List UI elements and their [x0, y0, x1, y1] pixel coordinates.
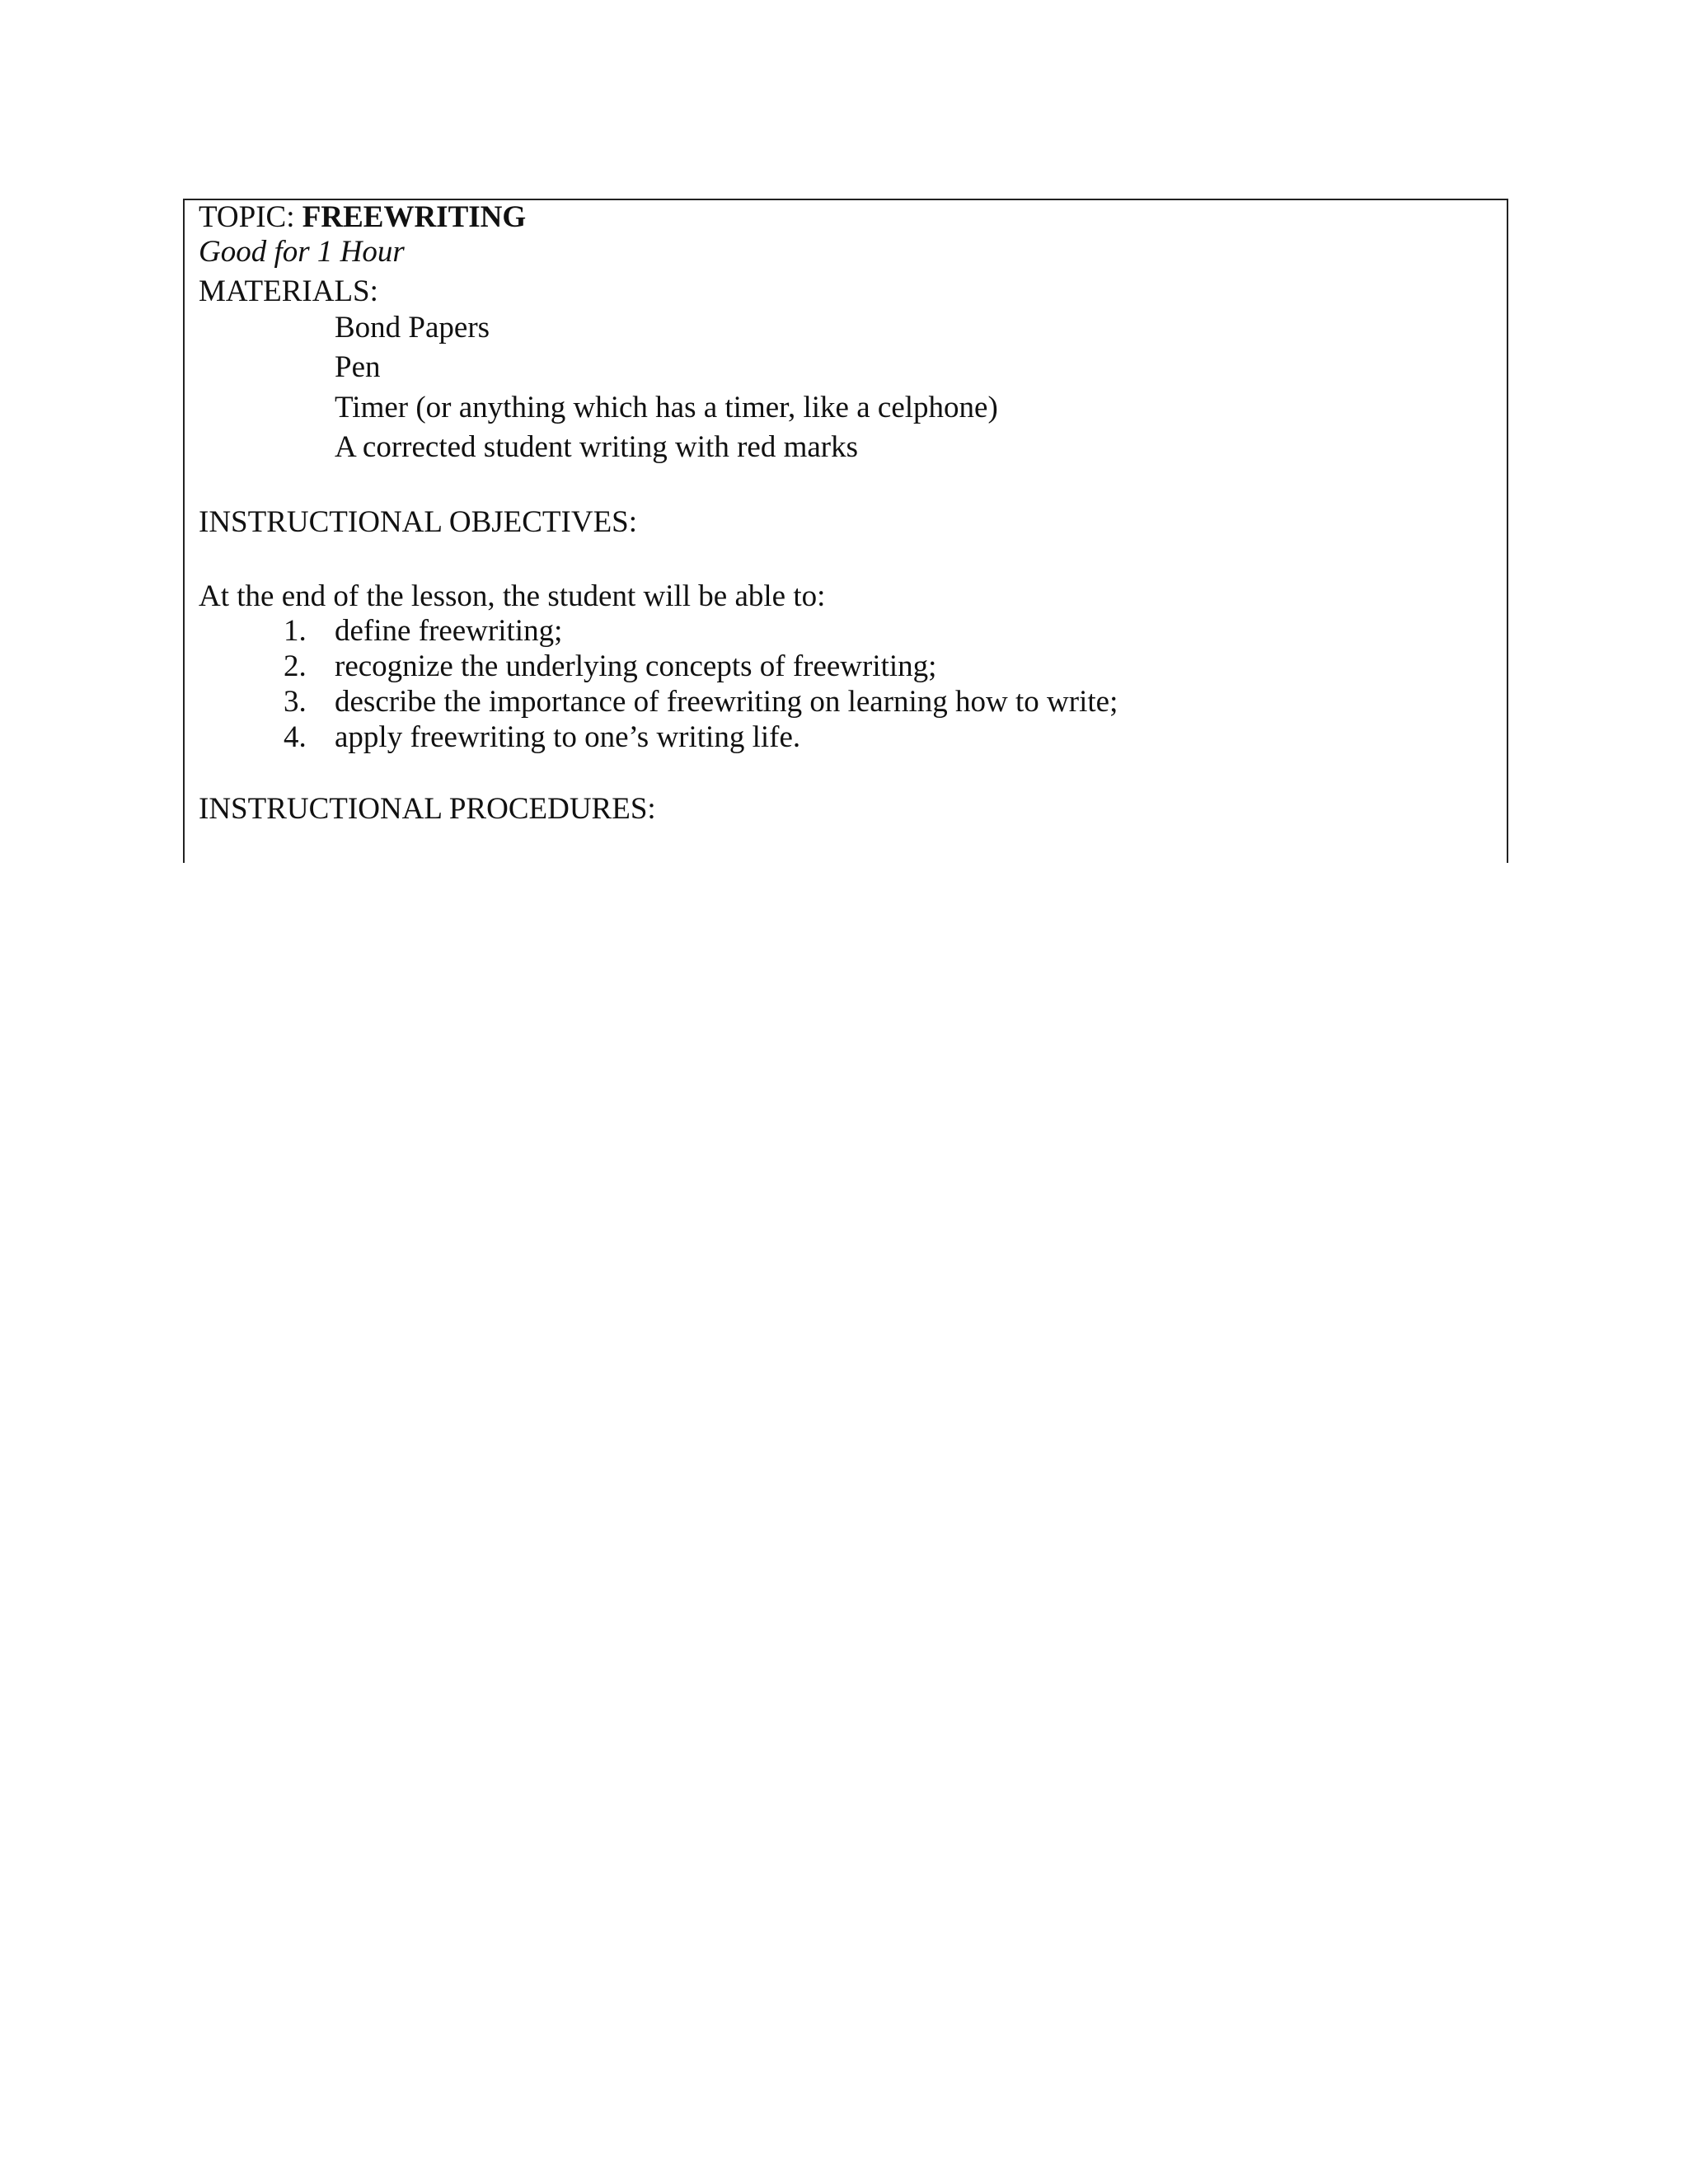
objective-item: define freewriting;	[335, 614, 563, 648]
objective-item: recognize the underlying concepts of freewriting;	[335, 649, 937, 683]
procedures-heading: INSTRUCTIONAL PROCEDURES:	[199, 792, 656, 826]
objective-item: describe the importance of freewriting on learning how to write;	[335, 685, 1118, 719]
objectives-heading: INSTRUCTIONAL OBJECTIVES:	[199, 505, 638, 539]
materials-item: Bond Papers	[335, 311, 490, 344]
objective-number: 4.	[284, 720, 307, 754]
topic-value: FREEWRITING	[302, 200, 527, 234]
objective-number: 3.	[284, 685, 307, 719]
objective-number: 2.	[284, 649, 307, 683]
materials-item: Timer (or anything which has a timer, like a celphone)	[335, 391, 998, 424]
objective-item: apply freewriting to one’s writing life.	[335, 720, 801, 754]
objectives-intro: At the end of the lesson, the student will be able to:	[199, 579, 826, 613]
materials-item: A corrected student writing with red marks	[335, 430, 858, 464]
topic-line	[199, 200, 526, 235]
duration: Good for 1 Hour	[199, 235, 405, 269]
materials-heading: MATERIALS:	[199, 274, 378, 308]
topic-label: TOPIC:	[199, 200, 295, 234]
objective-number: 1.	[284, 614, 307, 648]
materials-item: Pen	[335, 350, 381, 384]
